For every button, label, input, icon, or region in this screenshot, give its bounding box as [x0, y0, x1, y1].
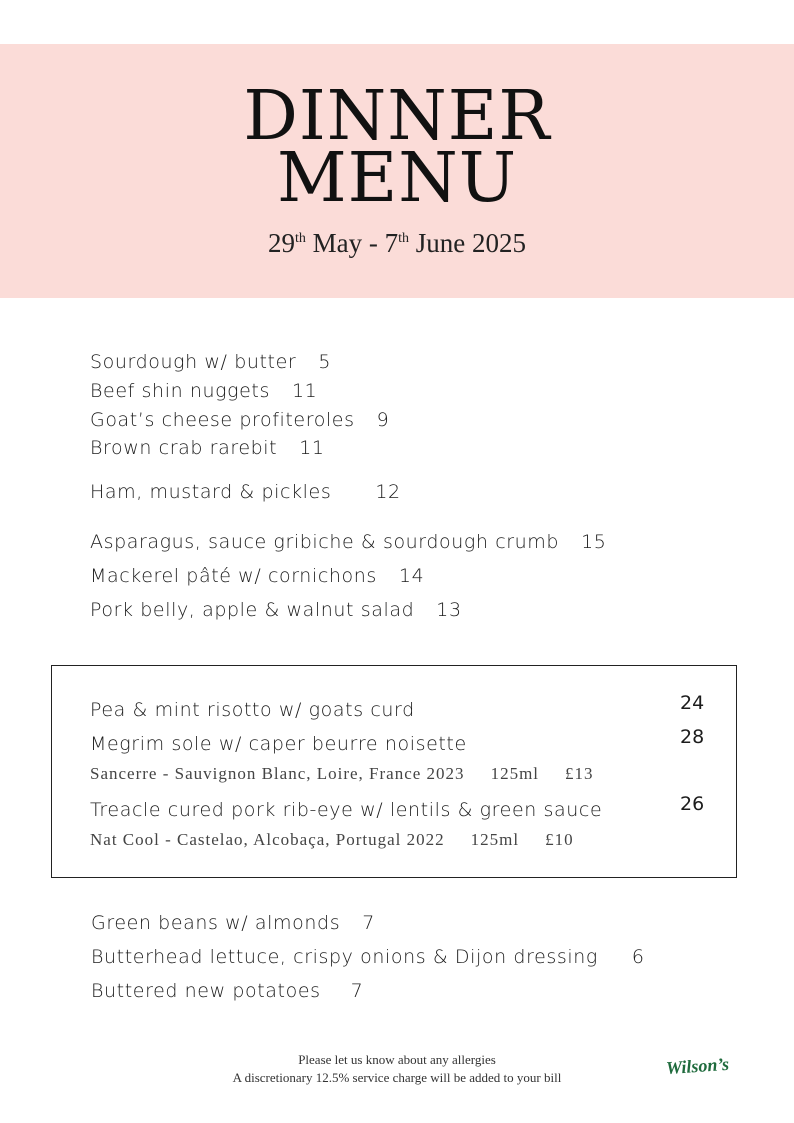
menu-item: Mackerel pâté w/ cornichons 14: [90, 565, 425, 587]
menu-dates: 29th May - 7th June 2025: [267, 228, 526, 258]
main-price: 26: [680, 793, 705, 815]
side-item: Buttered new potatoes 7: [91, 980, 364, 1002]
main-price: 28: [680, 726, 705, 748]
menu-title-line1: DINNER: [243, 77, 551, 156]
main-price: 24: [680, 692, 705, 714]
menu-item: Sourdough w/ butter 5: [90, 351, 332, 373]
allergy-note: Please let us know about any allergies: [298, 1052, 496, 1067]
wilsons-logo: Wilson’s: [665, 1053, 730, 1079]
service-charge-note: A discretionary 12.5% service charge will be added to your bill: [232, 1070, 562, 1085]
menu-item: Beef shin nuggets 11: [90, 380, 318, 402]
menu-item: Pork belly, apple & walnut salad 13: [90, 599, 462, 621]
menu-item: Brown crab rarebit 11: [90, 437, 325, 459]
menu-item: Goat’s cheese profiteroles 9: [90, 409, 390, 431]
side-item: Butterhead lettuce, crispy onions & Dijon dressing 6: [91, 946, 645, 968]
menu-title-line2: MENU: [276, 139, 518, 218]
menu-item: Asparagus, sauce gribiche & sourdough crumb 15: [90, 531, 607, 553]
side-item: Green beans w/ almonds 7: [91, 912, 375, 934]
wine-pairing: Nat Cool - Castelao, Alcobaça, Portugal 2022 125ml £10: [90, 830, 574, 849]
main-item: Treacle cured pork rib-eye w/ lentils & green sauce: [90, 799, 603, 821]
main-item: Megrim sole w/ caper beurre noisette: [90, 733, 467, 755]
main-item: Pea & mint risotto w/ goats curd: [90, 699, 415, 721]
wine-pairing: Sancerre - Sauvignon Blanc, Loire, France 2023 125ml £13: [90, 764, 594, 783]
menu-item: Ham, mustard & pickles 12: [90, 481, 401, 503]
